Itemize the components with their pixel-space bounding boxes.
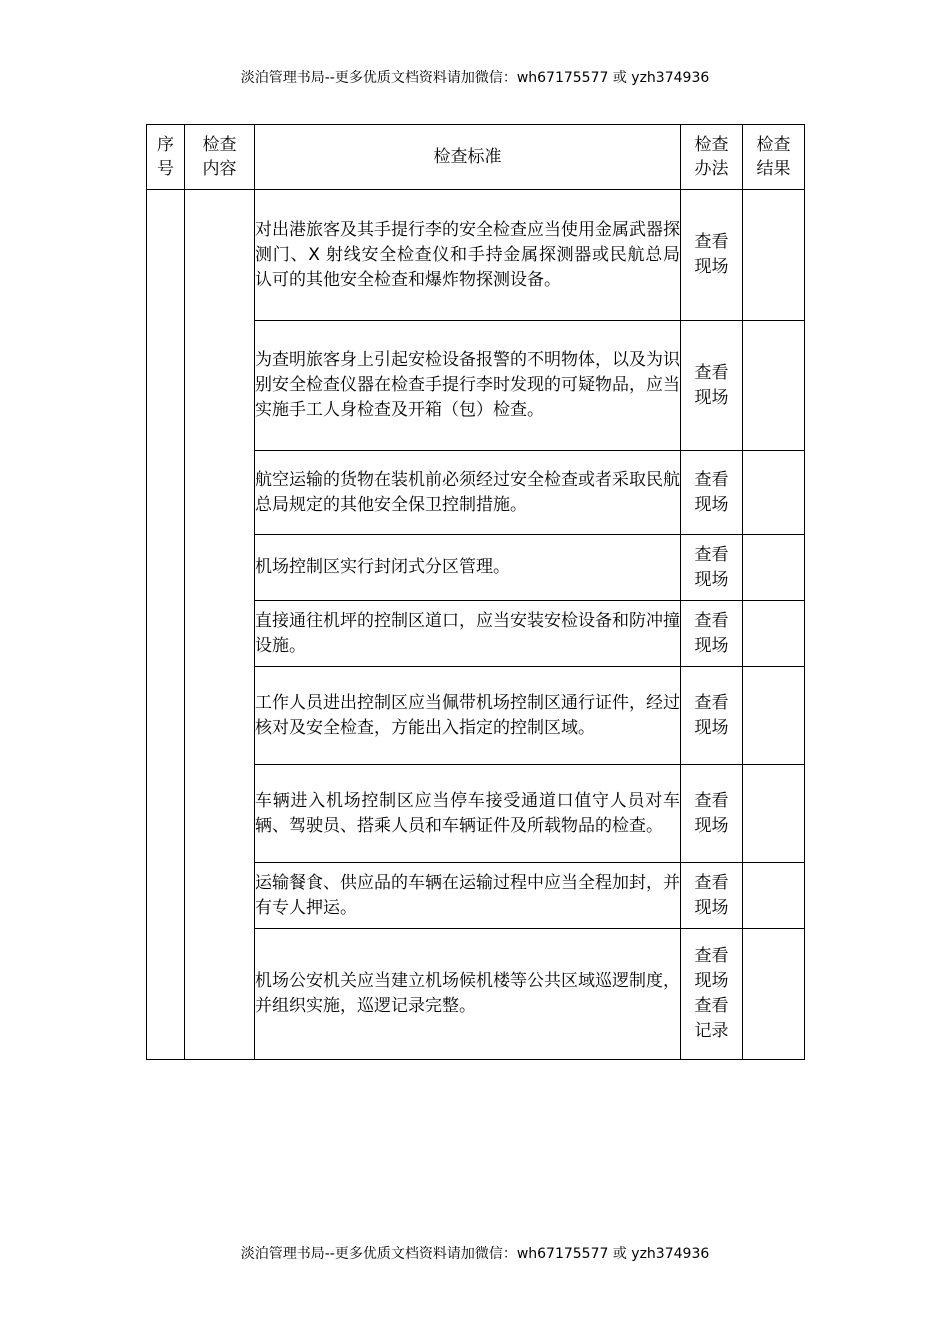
header-seq: 序号 bbox=[147, 125, 185, 190]
standard-cell: 车辆进入机场控制区应当停车接受通道口值守人员对车辆、驾驶员、搭乘人员和车辆证件及所载物品的检查。 bbox=[255, 765, 681, 863]
content-cell bbox=[185, 190, 255, 1060]
result-cell bbox=[743, 321, 805, 451]
inspection-table bbox=[146, 124, 805, 1060]
result-cell bbox=[743, 929, 805, 1060]
method-cell: 查看现场 bbox=[681, 535, 743, 601]
method-cell: 查看现场 bbox=[681, 321, 743, 451]
method-cell: 查看现场 bbox=[681, 601, 743, 667]
page-header: 淡泊管理书局--更多优质文档资料请加微信：wh67175577 或 yzh374936 bbox=[240, 70, 710, 86]
result-cell bbox=[743, 451, 805, 535]
method-cell: 查看现场 bbox=[681, 667, 743, 765]
standard-cell: 航空运输的货物在装机前必须经过安全检查或者采取民航总局规定的其他安全保卫控制措施。 bbox=[255, 451, 681, 535]
header-standard: 检查标准 bbox=[255, 125, 681, 190]
header-result: 检查结果 bbox=[743, 125, 805, 190]
standard-cell: 机场控制区实行封闭式分区管理。 bbox=[255, 535, 681, 601]
standard-cell: 运输餐食、供应品的车辆在运输过程中应当全程加封，并有专人押运。 bbox=[255, 863, 681, 929]
header-method: 检查办法 bbox=[681, 125, 743, 190]
method-cell: 查看现场 bbox=[681, 863, 743, 929]
result-cell bbox=[743, 667, 805, 765]
standard-cell: 为查明旅客身上引起安检设备报警的不明物体，以及为识别安全检查仪器在检查手提行李时发现的可疑物品，应当实施手工人身检查及开箱（包）检查。 bbox=[255, 321, 681, 451]
header-content: 检查内容 bbox=[185, 125, 255, 190]
page-footer: 淡泊管理书局--更多优质文档资料请加微信：wh67175577 或 yzh374936 bbox=[240, 1246, 710, 1262]
result-cell bbox=[743, 601, 805, 667]
seq-cell bbox=[147, 190, 185, 1060]
table-header-row bbox=[147, 125, 805, 190]
standard-cell: 工作人员进出控制区应当佩带机场控制区通行证件，经过核对及安全检查，方能出入指定的控制区域。 bbox=[255, 667, 681, 765]
standard-cell: 对出港旅客及其手提行李的安全检查应当使用金属武器探测门、X 射线安全检查仪和手持金属探测器或民航总局认可的其他安全检查和爆炸物探测设备。 bbox=[255, 190, 681, 321]
result-cell bbox=[743, 535, 805, 601]
result-cell bbox=[743, 863, 805, 929]
method-cell: 查看现场 bbox=[681, 451, 743, 535]
method-cell: 查看现场 bbox=[681, 190, 743, 321]
standard-cell: 直接通往机坪的控制区道口，应当安装安检设备和防冲撞设施。 bbox=[255, 601, 681, 667]
result-cell bbox=[743, 765, 805, 863]
result-cell bbox=[743, 190, 805, 321]
method-cell: 查看现场查看记录 bbox=[681, 929, 743, 1060]
standard-cell: 机场公安机关应当建立机场候机楼等公共区域巡逻制度，并组织实施，巡逻记录完整。 bbox=[255, 929, 681, 1060]
table-row bbox=[147, 190, 805, 321]
method-cell: 查看现场 bbox=[681, 765, 743, 863]
